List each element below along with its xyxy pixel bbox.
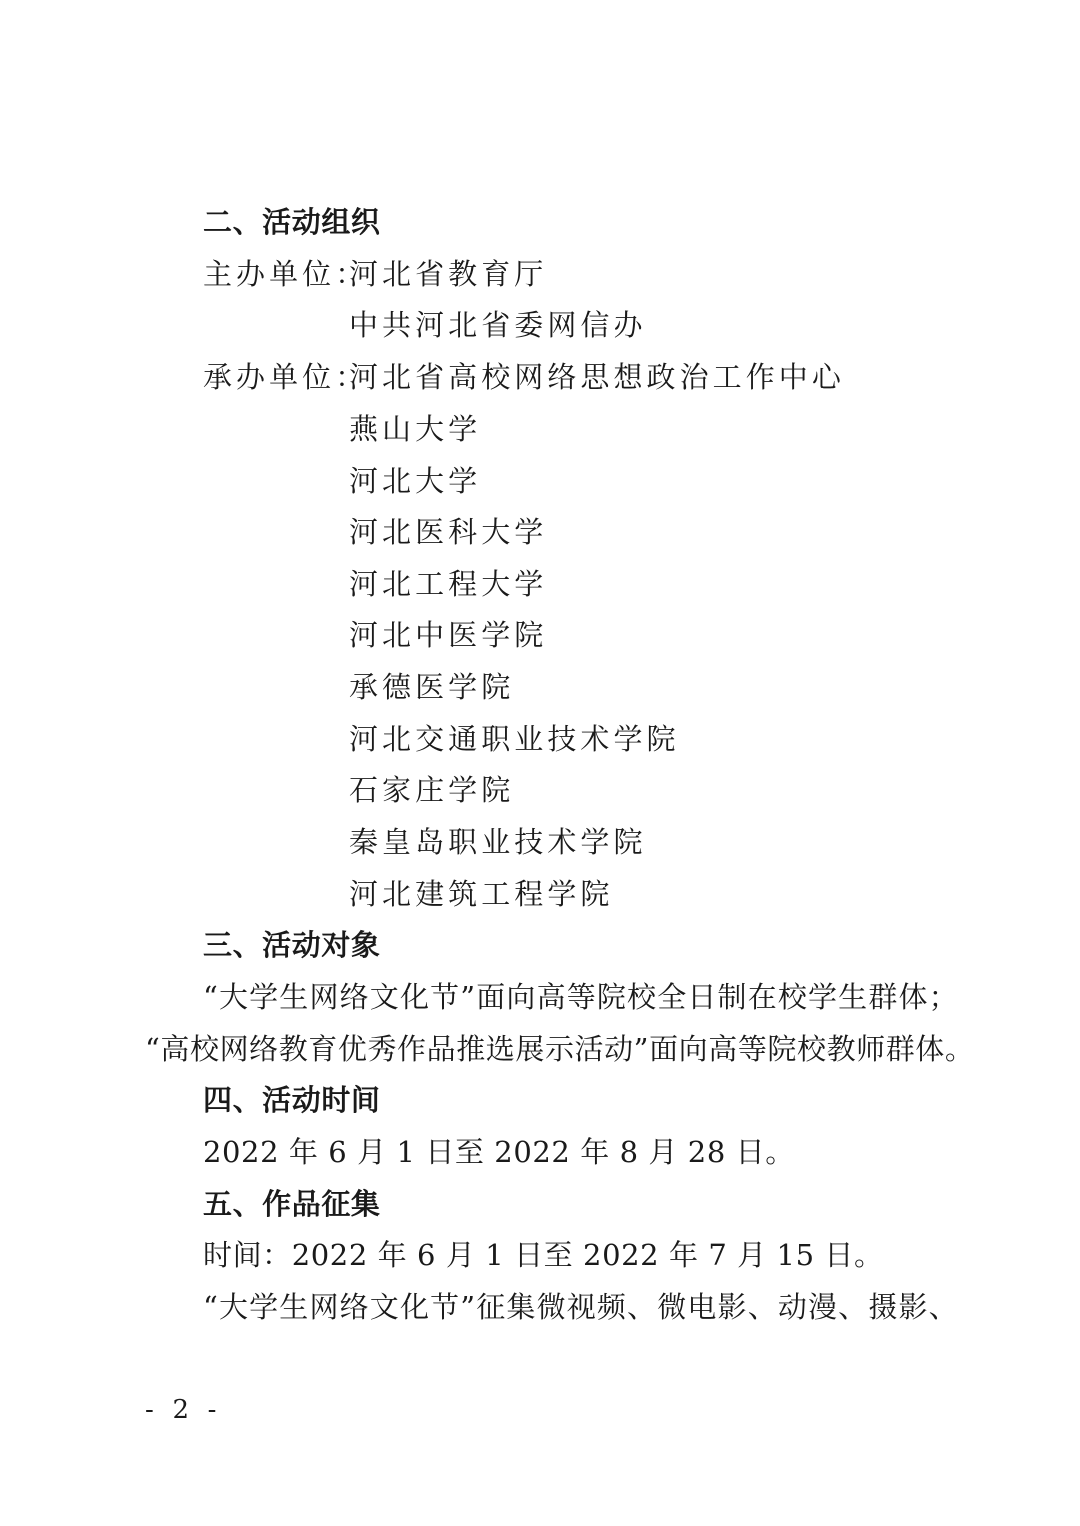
page-number: - 2 - [145,1395,222,1425]
section-heading-time: 四、活动时间 [203,1083,381,1117]
organizer-item: 河北建筑工程学院 [349,877,614,911]
host-item: 中共河北省委网信办 [349,308,647,342]
section-heading-organization: 二、活动组织 [203,205,381,239]
collection-time-paragraph: 时间：2022 年 6 月 1 日至 2022 年 7 月 15 日。 [203,1238,884,1272]
organizer-item: 承德医学院 [349,670,515,704]
section-heading-target: 三、活动对象 [203,928,381,962]
host-item: 河北省教育厅 [349,257,548,291]
time-paragraph: 2022 年 6 月 1 日至 2022 年 8 月 28 日。 [203,1135,795,1169]
collection-paragraph-line: “大学生网络文化节”征集微视频、微电影、动漫、摄影、 [203,1290,959,1324]
organizer-item: 河北大学 [349,464,482,498]
organizer-item: 河北工程大学 [349,567,548,601]
host-label: 主办单位： [203,257,369,291]
organizer-item: 河北医科大学 [349,515,548,549]
target-paragraph-line: “大学生网络文化节”面向高等院校全日制在校学生群体； [203,980,959,1014]
organizer-item: 河北省高校网络思想政治工作中心 [349,360,845,394]
organizer-label: 承办单位： [203,360,369,394]
target-paragraph-line: “高校网络教育优秀作品推选展示活动”面向高等院校教师群体。 [145,1032,975,1066]
organizer-item: 秦皇岛职业技术学院 [349,825,647,859]
section-heading-collection: 五、作品征集 [203,1187,381,1221]
organizer-item: 河北中医学院 [349,618,548,652]
organizer-item: 石家庄学院 [349,773,515,807]
organizer-item: 燕山大学 [349,412,482,446]
organizer-item: 河北交通职业技术学院 [349,722,680,756]
